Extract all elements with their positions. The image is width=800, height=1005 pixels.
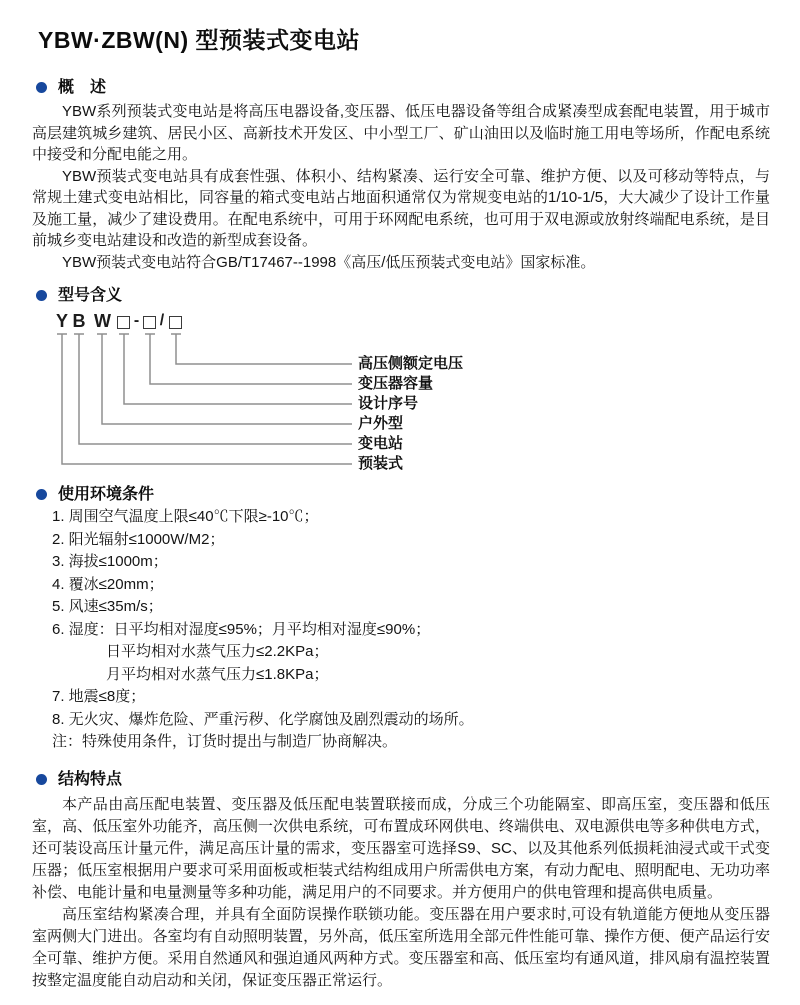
env-condition-item: 2. 阳光辐射≤1000W/M2；: [52, 530, 225, 548]
env-condition-item: 5. 风速≤35m/s；: [52, 598, 163, 615]
bullet-icon: [36, 489, 47, 500]
env-condition-item: 6. 湿度：日平均相对湿度≤95%；月平均相对湿度≤90%；: [52, 620, 431, 638]
structure-paragraph: 本产品由高压配电装置、变压器及低压配电装置联接而成，分成三个功能隔室、即高压室，变压器和低压室，高、低压室外功能齐，高压侧一次供电系统，可布置成环网供电、终端供电、双电源供电等多种供电方式，还可装设高压计量元件，满足高压计量的需求，变压器室可选择S9、SC、以及其他系列低损耗油浸式或干式变压器；低压室根据用户要求可采用面板或柜装式结构组成用户所需供电方案，有动力配电、照明配电、无功功率补偿、电能计量和电量测量等多种功能，满足用户的不同要求。并方便用户的供电管理和提高供电质量。: [32, 795, 770, 901]
model-label: 预装式: [358, 455, 404, 472]
model-label: 高压侧额定电压: [358, 355, 464, 372]
model-separator-slash: /: [159, 312, 165, 329]
model-placeholder-box-icon: [143, 316, 156, 329]
env-condition-subitem: 日平均相对水蒸气压力≤2.2KPa；: [106, 643, 329, 660]
section-heading-structure: [36, 770, 800, 789]
env-condition-note: 注：特殊使用条件，订货时提出与制造厂协商解决。: [52, 733, 398, 750]
section-heading-label: 使用环境条件: [58, 486, 155, 503]
model-code-letter: W: [94, 311, 111, 331]
bullet-icon: [36, 290, 47, 301]
env-condition-item: 7. 地震≤8度；: [52, 688, 146, 705]
model-label: 变电站: [358, 435, 404, 452]
section-heading-label: 结构特点: [58, 770, 123, 788]
env-condition-item: 1. 周围空气温度上限≤40℃下限≥-10℃；: [52, 508, 319, 525]
model-placeholder-box-icon: [117, 316, 130, 329]
section-heading-model: [36, 286, 800, 305]
env-condition-item: 3. 海拔≤1000m；: [52, 553, 168, 570]
section-heading-environment: [36, 485, 800, 504]
page-title: YBW·ZBW(N) 型预装式变电站: [38, 27, 361, 53]
section-heading-label: 型号含义: [58, 287, 123, 304]
bullet-icon: [36, 774, 47, 785]
environment-condition-list: [52, 506, 770, 754]
overview-body: [32, 101, 770, 273]
model-code-letter: B: [72, 311, 86, 331]
structure-body: [32, 794, 770, 992]
env-condition-subitem: 月平均相对水蒸气压力≤1.8KPa；: [106, 665, 329, 683]
model-label: 变压器容量: [358, 375, 434, 392]
model-label: 户外型: [358, 415, 404, 432]
env-condition-item: 4. 覆冰≤20mm；: [52, 575, 164, 593]
overview-paragraph: YBW系列预装式变电站是将高压电器设备,变压器、低压电器设备等组合成紧凑型成套配电装置，用于城市高层建筑城乡建筑、居民小区、高新技术开发区、中小型工厂、矿山油田以及临时施工用电等场所，作配电系统中接受和分配电能之用。: [32, 103, 770, 163]
model-label: 设计序号: [358, 395, 419, 412]
model-code-letter: Y: [55, 311, 68, 331]
overview-paragraph: YBW预装式变电站符合GB/T17467--1998《高压/低压预装式变电站》国家标准。: [62, 253, 596, 271]
model-code-diagram: [0, 310, 800, 480]
section-heading-overview: [36, 78, 800, 97]
overview-paragraph: YBW预装式变电站具有成套性强、体积小、结构紧凑、运行安全可靠、维护方便、以及可移动等特点，与常规土建式变电站相比，同容量的箱式变电站占地面积通常仅为常规变电站的1/10-1/5，大大减少了设计工作量及施工量，减少了建设费用。在配电系统中，可用于环网配电系统，也可用于双电源或放射终端配电系统，是目前城乡变电站建设和改造的新型成套设备。: [32, 167, 770, 249]
bullet-icon: [36, 82, 47, 93]
section-heading-label: 概 述: [58, 79, 107, 96]
structure-paragraph: 高压室结构紧凑合理，并具有全面防误操作联锁功能。变压器在用户要求时,可设有轨道能方便地从变压器室两侧大门进出。各室均有自动照明装置，另外高，低压室所选用全部元件性能可靠、操作方便、便产品运行安全可靠、维护方便。采用自然通风和强迫通风两种方式。变压器室和高、低压室均有通风道，排风扇有温控装置按整定温度能自动启动和关闭，保证变压器正常运行。: [32, 905, 770, 989]
model-placeholder-box-icon: [169, 316, 182, 329]
env-condition-item: 8. 无火灾、爆炸危险、严重污秽、化学腐蚀及剧烈震动的场所。: [52, 710, 474, 728]
model-separator-dash: -: [133, 312, 140, 329]
